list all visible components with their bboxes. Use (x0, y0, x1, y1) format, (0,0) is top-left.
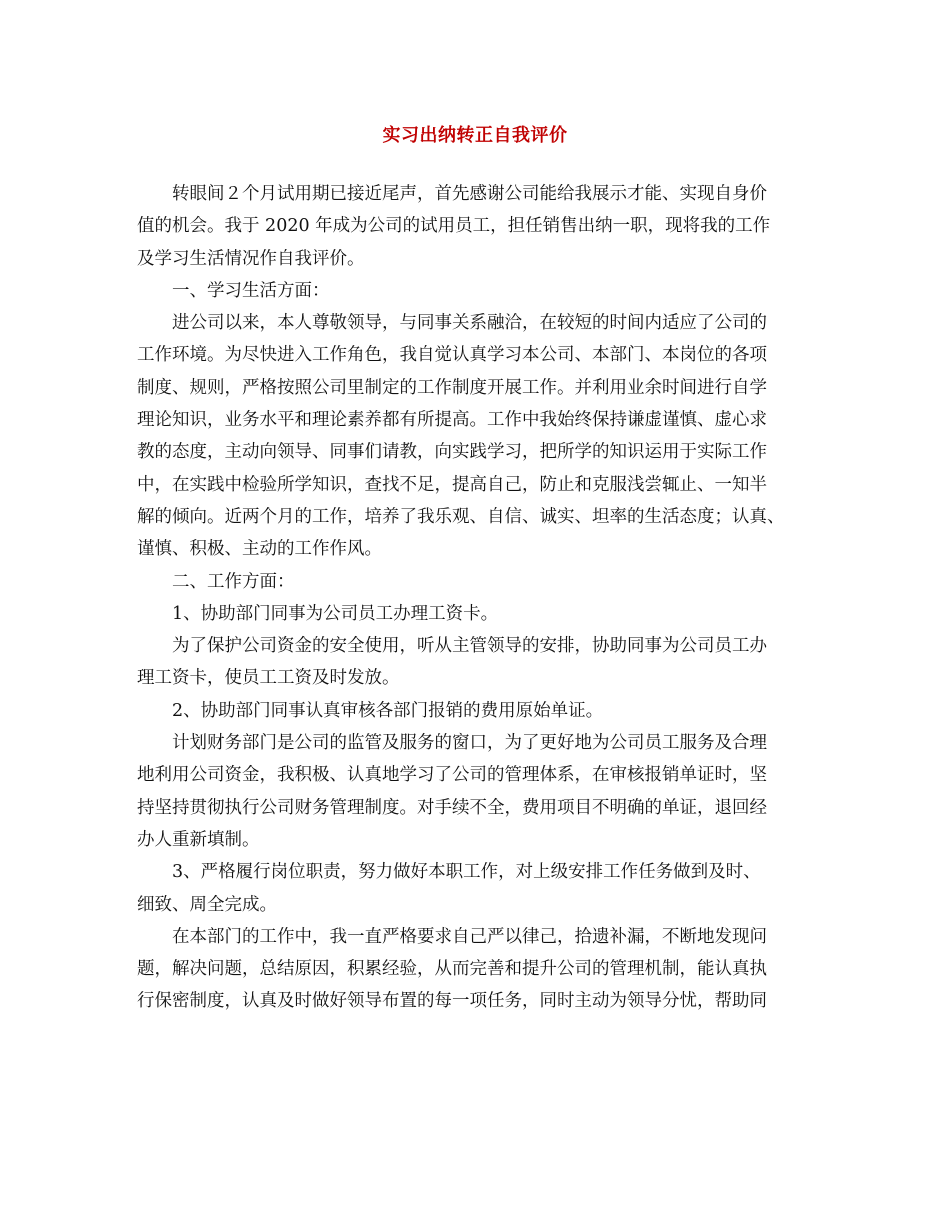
text-line: 持坚持贯彻执行公司财务管理制度。对手续不全，费用项目不明确的单证，退回经 (137, 797, 767, 818)
text-line: 中，在实践中检验所学知识，查找不足，提高自己，防止和克服浅尝辄止、一知半 (137, 474, 767, 495)
text-line: 一、学习生活方面： (172, 280, 330, 301)
text-line: 3、严格履行岗位职责，努力做好本职工作，对上级安排工作任务做到及时、 (172, 862, 761, 883)
text-line: 工作环境。为尽快进入工作角色，我自觉认真学习本公司、本部门、本岗位的各项 (137, 345, 767, 366)
document-body (137, 178, 827, 1018)
text-line: 1、协助部门同事为公司员工办理工资卡。 (172, 603, 499, 624)
text-line: 行保密制度，认真及时做好领导布置的每一项任务，同时主动为领导分忧，帮助同 (137, 991, 767, 1012)
document-title: 实习出纳转正自我评价 (382, 125, 568, 146)
text-line: 转眼间２个月试用期已接近尾声，首先感谢公司能给我展示才能、实现自身价 (172, 184, 767, 204)
text-line: 为了保护公司资金的安全使用，听从主管领导的安排，协助同事为公司员工办 (172, 636, 767, 657)
text-line: 进公司以来，本人尊敬领导，与同事关系融洽，在较短的时间内适应了公司的 (172, 313, 767, 334)
text-line: 二、工作方面： (172, 571, 295, 592)
text-line: 细致、周全完成。 (137, 894, 277, 915)
text-line: 题，解决问题，总结原因，积累经验，从而完善和提升公司的管理机制，能认真执 (137, 959, 767, 980)
text-line: 在本部门的工作中，我一直严格要求自己严以律己，拾遗补漏，不断地发现问 (172, 926, 767, 947)
text-line: 制度、规则，严格按照公司里制定的工作制度开展工作。并利用业余时间进行自学 (137, 377, 767, 398)
text-line: 及学习生活情况作自我评价。 (137, 248, 365, 269)
text-line: 谨慎、积极、主动的工作作风。 (137, 539, 382, 560)
text-line: 值的机会。我于 2020 年成为公司的试用员工，担任销售出纳一职，现将我的工作 (137, 216, 771, 237)
text-line: 办人重新填制。 (137, 829, 260, 850)
text-line: 解的倾向。近两个月的工作，培养了我乐观、自信、诚实、坦率的生活态度；认真、 (137, 506, 785, 527)
text-line: 理工资卡，使员工工资及时发放。 (137, 668, 400, 689)
text-line: 理论知识，业务水平和理论素养都有所提高。工作中我始终保持谦虚谨慎、虚心求 (137, 410, 767, 431)
text-line: 地利用公司资金，我积极、认真地学习了公司的管理体系，在审核报销单证时，坚 (137, 765, 767, 786)
text-line: 计划财务部门是公司的监管及服务的窗口，为了更好地为公司员工服务及合理 (172, 733, 767, 754)
text-line: 教的态度，主动向领导、同事们请教，向实践学习，把所学的知识运用于实际工作 (137, 442, 767, 463)
text-line: 2、协助部门同事认真审核各部门报销的费用原始单证。 (172, 700, 604, 721)
